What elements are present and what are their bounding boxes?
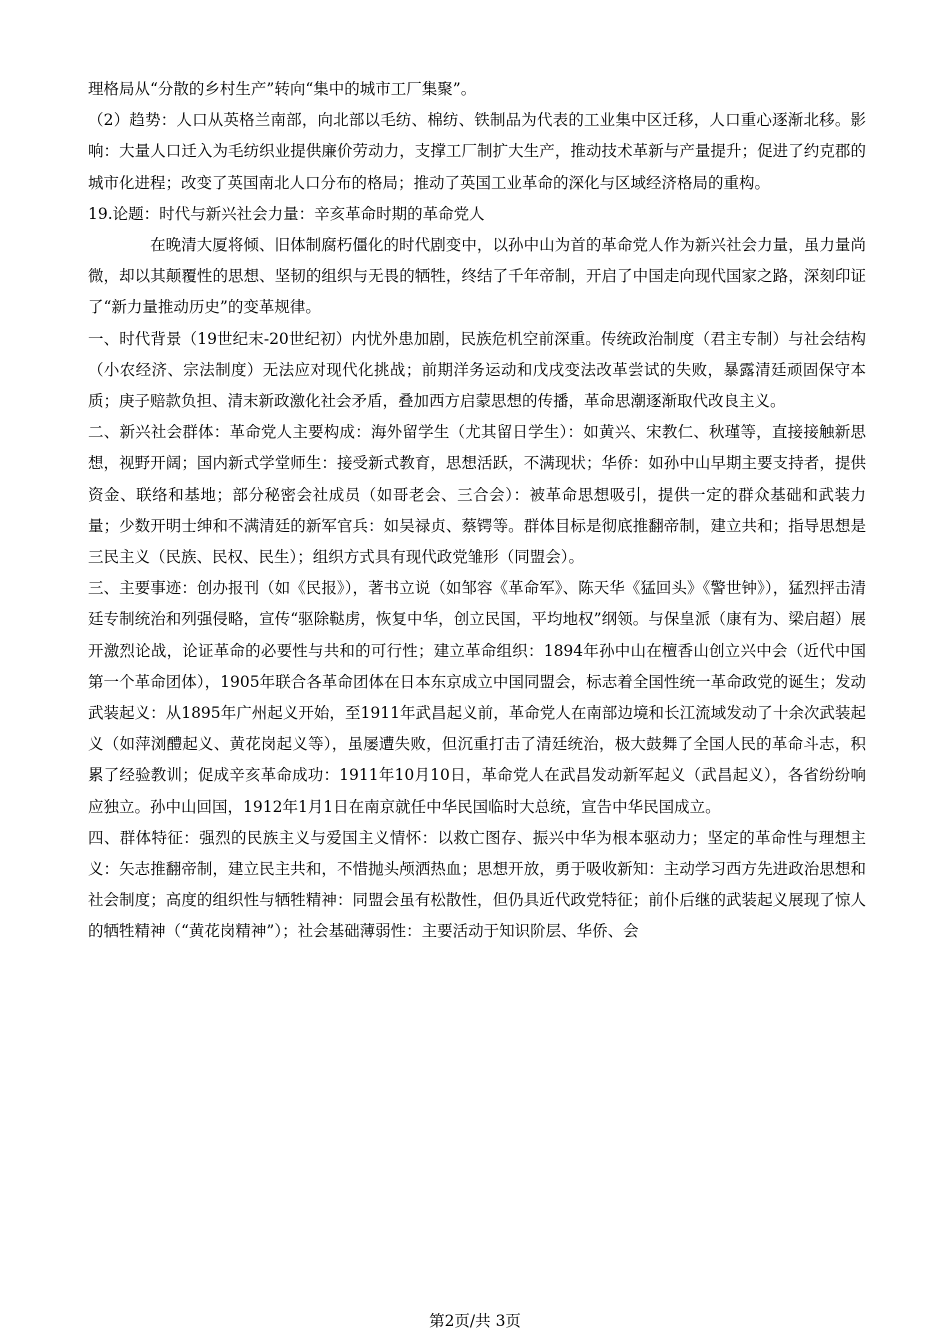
section-3-main-deeds: 三、主要事迹：创办报刊（如《民报》），著书立说（如邹容《革命军》、陈天华《猛回头》《警世钟》），猛烈抨击清廷专制统治和列强侵略，宣传“驱除鞑虏，恢复中华，创立民国，平均地权”纲领。与保皇派（康有为、梁启超）展开激烈论战，论证革命的必要性与共和的可行性；建立革命组织：1894年孙中山在檀香山创立兴中会（近代中国第一个革命团体），1905年联合各革命团体在日本东京成立中国同盟会，标志着全国性统一革命政党的诞生；发动武装起义：从1895年广州起义开始，至1911年武昌起义前，革命党人在南部边境和长江流域发动了十余次武装起义（如萍浏醴起义、黄花岗起义等），虽屡遭失败，但沉重打击了清廷统治，极大鼓舞了全国人民的革命斗志，积累了经验教训；促成辛亥革命成功：1911年10月10日，革命党人在武昌发动新军起义（武昌起义），各省纷纷响应独立。孙中山回国，1912年1月1日在南京就任中华民国临时大总统，宣告中华民国成立。 bbox=[88, 579, 866, 816]
document-page bbox=[88, 74, 866, 948]
question-19-heading: 19.论题：时代与新兴社会力量：辛亥革命时期的革命党人 bbox=[88, 204, 485, 223]
page-number-footer: 第2页/共 3页 bbox=[429, 1312, 521, 1330]
paragraph-continuation: 理格局从“分散的乡村生产”转向“集中的城市工厂集聚”。 bbox=[88, 80, 477, 98]
thesis-paragraph: 在晚清大厦将倾、旧体制腐朽僵化的时代剧变中，以孙中山为首的革命党人作为新兴社会力量，虽力量尚微，却以其颠覆性的思想、坚韧的组织与无畏的牺牲，终结了千年帝制，开启了中国走向现代国家之路，深刻印证了“新力量推动历史”的变革规律。 bbox=[88, 236, 866, 317]
section-1-background: 一、时代背景（19世纪末-20世纪初）内忧外患加剧，民族危机空前深重。传统政治制度（君主专制）与社会结构（小农经济、宗法制度）无法应对现代化挑战；前期洋务运动和戊戌变法改革尝试的失败，暴露清廷顽固保守本质；庚子赔款负担、清末新政激化社会矛盾，叠加西方启蒙思想的传播，革命思潮逐渐取代改良主义。 bbox=[88, 329, 866, 411]
paragraph-trend-impact: （2）趋势：人口从英格兰南部，向北部以毛纺、棉纺、铁制品为代表的工业集中区迁移，人口重心逐渐北移。影响：大量人口迁入为毛纺织业提供廉价劳动力，支撑工厂制扩大生产，推动技术革新与产量提升；促进了约克郡的城市化进程；改变了英国南北人口分布的格局；推动了英国工业革命的深化与区域经济格局的重构。 bbox=[88, 111, 866, 192]
section-4-group-traits: 四、群体特征：强烈的民族主义与爱国主义情怀：以救亡图存、振兴中华为根本驱动力；坚定的革命性与理想主义：矢志推翻帝制，建立民主共和，不惜抛头颅洒热血；思想开放，勇于吸收新知：主动学习西方先进政治思想和社会制度；高度的组织性与牺牲精神：同盟会虽有松散性，但仍具近代政党特征；前仆后继的武装起义展现了惊人的牺牲精神（“黄花岗精神”）；社会基础薄弱性：主要活动于知识阶层、华侨、会 bbox=[88, 828, 866, 941]
section-2-social-group: 二、新兴社会群体：革命党人主要构成：海外留学生（尤其留日学生）：如黄兴、宋教仁、秋瑾等，直接接触新思想，视野开阔；国内新式学堂师生：接受新式教育，思想活跃，不满现状；华侨：如孙中山早期主要支持者，提供资金、联络和基地；部分秘密会社成员（如哥老会、三合会）：被革命思想吸引，提供一定的群众基础和武装力量；少数开明士绅和不满清廷的新军官兵：如吴禄贞、蔡锷等。群体目标是彻底推翻帝制，建立共和；指导思想是 三民主义（民族、民权、民生）；组织方式具有现代政党雏形（同盟会）。 bbox=[88, 423, 866, 567]
